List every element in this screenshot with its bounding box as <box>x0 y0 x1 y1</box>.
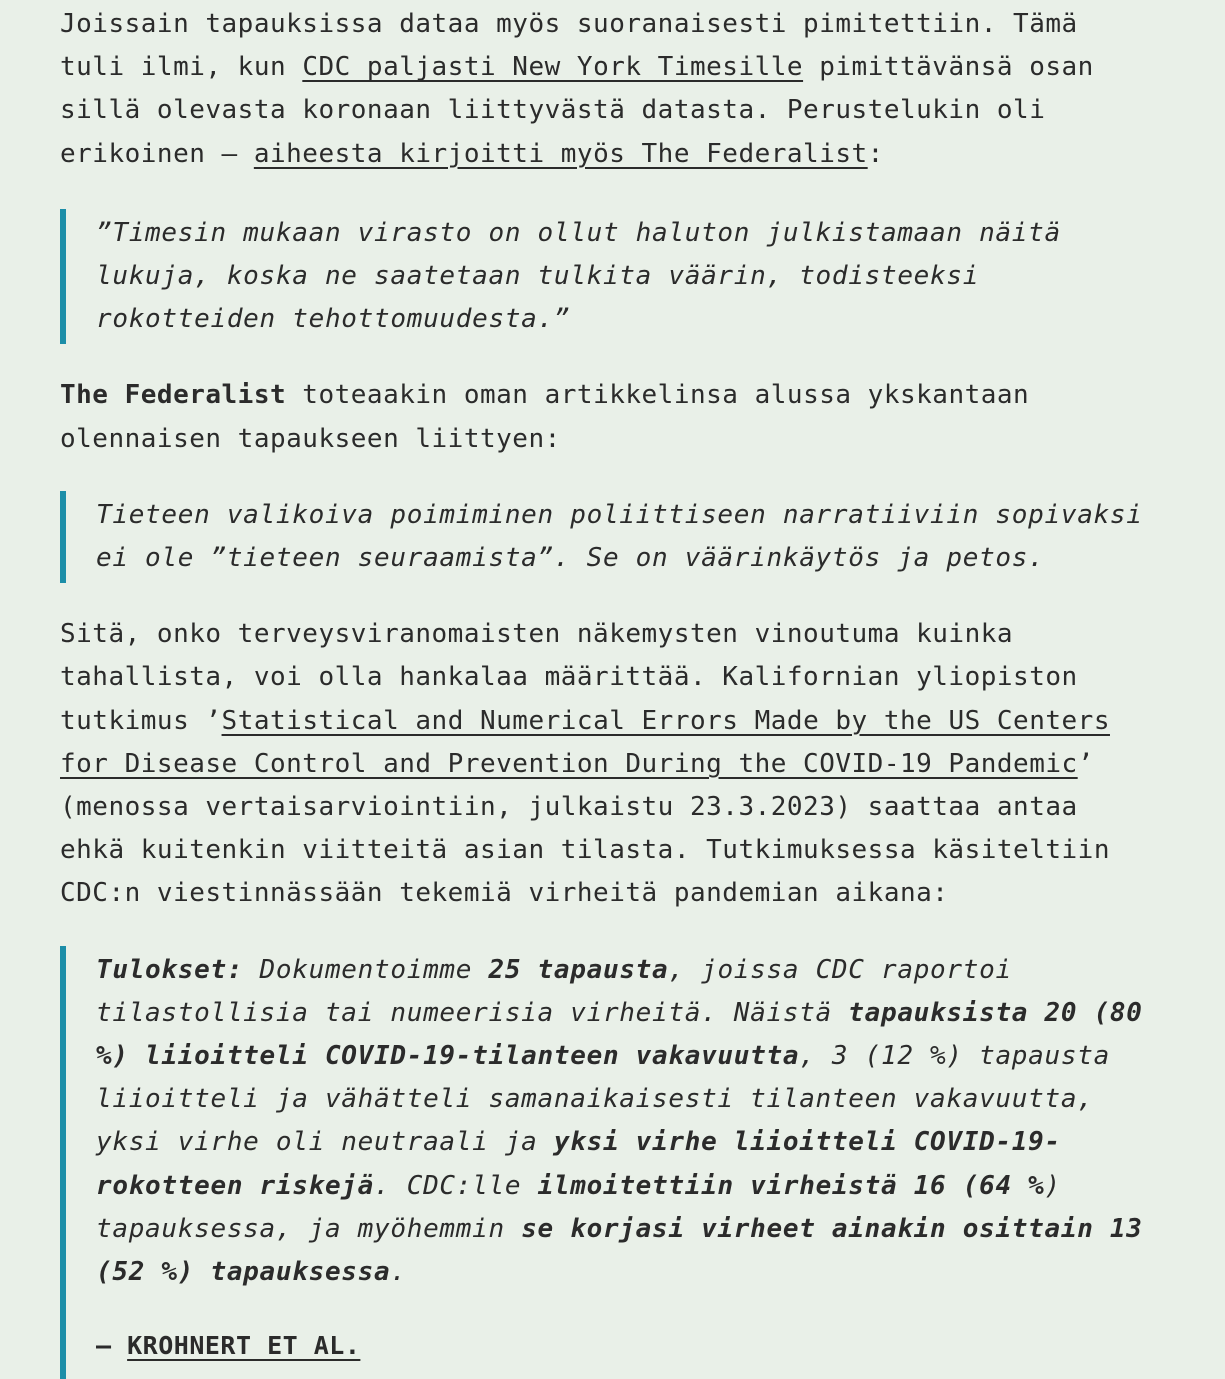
article-body <box>60 0 1150 1379</box>
bold-text: 25 tapausta <box>488 954 669 985</box>
quote-span: , 3 (12 %) tapausta liioitteli ja vähätteli samanaikaisesti tilanteen vakavuutta, yksi virhe oli neutraali ja <box>96 1041 1110 1158</box>
quote-text: Tieteen valikoiva poimiminen poliittiseen narratiiviin sopivaksi ei ole ”tieteen seuraamista”. Se on väärinkäytös ja petos. <box>96 499 1143 574</box>
paragraph-text: Joissain tapauksissa dataa myös suoranaisesti pimitettiin. Tämä tuli ilmi, kun <box>60 9 1078 83</box>
bold-text: tapauksista 20 (80 %) liioitteli COVID-19-tilanteen vakavuutta <box>96 997 1143 1072</box>
paragraph-study <box>60 613 1150 915</box>
citation-dash: — <box>96 1331 128 1361</box>
blockquote-study-results <box>60 946 1150 1379</box>
paragraph-federalist <box>60 374 1150 460</box>
paragraph-text: Sitä, onko terveysviranomaisten näkemysten vinoutuma kuinka tahallista, voi olla hankalaa määrittää. Kalifornian yliopiston tutkimus ’ <box>60 619 1078 736</box>
bold-text: ilmoitettiin virheistä 16 (64 % <box>537 1170 1045 1201</box>
link-federalist[interactable]: aiheesta kirjoitti myös The Federalist <box>253 138 868 169</box>
quote-span: , joissa CDC raportoi tilastollisia tai numeerisia virheitä. Näistä <box>96 954 1012 1028</box>
paragraph-data-withholding <box>60 3 1150 176</box>
paragraph-text: : <box>867 138 884 169</box>
link-study[interactable]: Statistical and Numerical Errors Made by the US Centers for Disease Control and Prevention During the COVID-19 Pandemic <box>60 705 1110 779</box>
bold-text: se korjasi virheet ainakin osittain 13 (52 %) tapauksessa <box>96 1213 1143 1288</box>
citation-link[interactable]: KROHNERT ET AL. <box>127 1331 361 1361</box>
blockquote-times <box>60 209 1150 345</box>
paragraph-text: pimittävänsä osan sillä olevasta koronaan liittyvästä datasta. Perustelukin oli erikoinen – <box>60 52 1094 169</box>
blockquote-federalist <box>60 491 1150 583</box>
quote-span: Dokumentoimme <box>243 954 489 985</box>
quote-text: ”Timesin mukaan virasto on ollut haluton julkistamaan näitä lukuja, koska ne saatetaan tulkita väärin, todisteeksi rokotteiden tehottomuudesta.” <box>96 217 1061 335</box>
link-cdc-nyt[interactable]: CDC paljasti New York Timesille <box>302 52 804 83</box>
paragraph-text: ’ (menossa vertaisarviointiin, julkaistu 23.3.2023) saattaa antaa ehkä kuitenkin viitteitä asian tilasta. Tutkimuksessa käsiteltiin CDC:n viestinnässään tekemiä virheitä pandemian aikana: <box>60 748 1110 909</box>
quote-citation <box>96 1324 1150 1367</box>
bold-text: yksi virhe liioitteli COVID-19-rokotteen riskejä <box>96 1127 1061 1201</box>
bold-text: Tulokset: <box>96 954 244 985</box>
quote-span: . CDC:lle <box>374 1170 538 1201</box>
quote-span: ) tapauksessa, ja myöhemmin <box>96 1170 1061 1244</box>
quote-span: . <box>390 1257 407 1288</box>
bold-federalist: The Federalist <box>60 380 287 411</box>
quote-text <box>96 949 1150 1295</box>
paragraph-text: toteaakin oman artikkelinsa alussa ykskantaan olennaisen tapaukseen liittyen: <box>60 380 1030 454</box>
